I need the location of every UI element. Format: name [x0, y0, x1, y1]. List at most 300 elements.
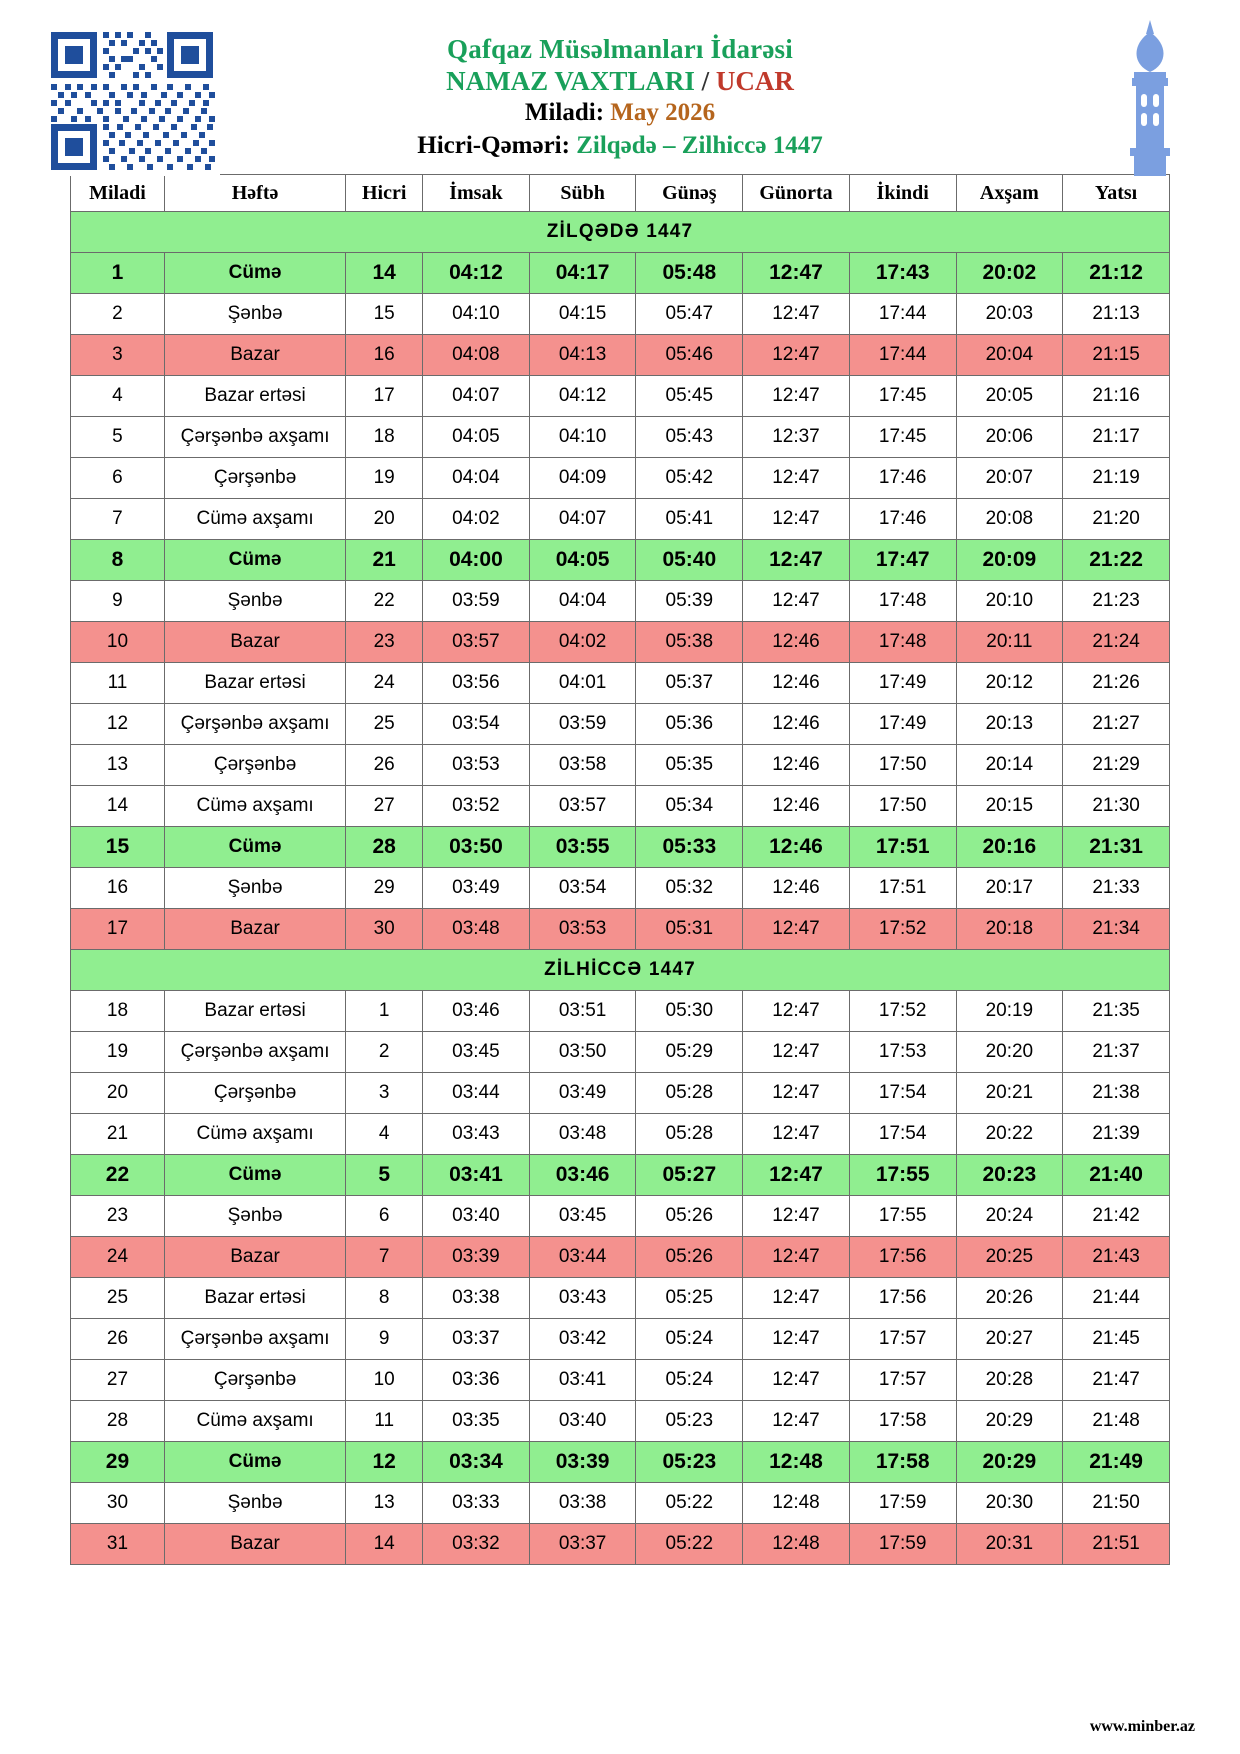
cell-subh: 04:17	[529, 253, 636, 294]
table-row	[71, 786, 1170, 827]
cell-gunorta: 12:47	[743, 253, 850, 294]
cell-gunorta: 12:47	[743, 1360, 850, 1401]
cell-gunes: 05:22	[636, 1483, 743, 1524]
cell-gunorta: 12:47	[743, 335, 850, 376]
cell-gunes: 05:27	[636, 1155, 743, 1196]
cell-imsak: 04:08	[423, 335, 530, 376]
cell-ikindi: 17:47	[849, 540, 956, 581]
column-header-hicri: Hicri	[346, 175, 423, 212]
cell-axsam: 20:05	[956, 376, 1063, 417]
cell-imsak: 04:00	[423, 540, 530, 581]
cell-miladi: 5	[71, 417, 165, 458]
table-row	[71, 827, 1170, 868]
cell-gunorta: 12:47	[743, 499, 850, 540]
cell-miladi: 25	[71, 1278, 165, 1319]
cell-gunorta: 12:46	[743, 868, 850, 909]
page-title-main: NAMAZ VAXTLARI	[446, 66, 695, 97]
cell-ikindi: 17:45	[849, 417, 956, 458]
column-header-hefte: Həftə	[164, 175, 345, 212]
cell-imsak: 03:43	[423, 1114, 530, 1155]
cell-miladi: 6	[71, 458, 165, 499]
cell-miladi: 17	[71, 909, 165, 950]
cell-ikindi: 17:58	[849, 1401, 956, 1442]
cell-gunes: 05:23	[636, 1401, 743, 1442]
cell-yatsi: 21:29	[1063, 745, 1170, 786]
cell-yatsi: 21:17	[1063, 417, 1170, 458]
cell-subh: 03:53	[529, 909, 636, 950]
cell-yatsi: 21:12	[1063, 253, 1170, 294]
cell-hicri: 7	[346, 1237, 423, 1278]
cell-hefte: Şənbə	[164, 294, 345, 335]
cell-subh: 03:46	[529, 1155, 636, 1196]
cell-hicri: 30	[346, 909, 423, 950]
cell-gunorta: 12:46	[743, 827, 850, 868]
cell-subh: 04:01	[529, 663, 636, 704]
cell-gunes: 05:33	[636, 827, 743, 868]
cell-subh: 04:12	[529, 376, 636, 417]
cell-axsam: 20:14	[956, 745, 1063, 786]
cell-subh: 03:45	[529, 1196, 636, 1237]
cell-gunes: 05:39	[636, 581, 743, 622]
cell-hicri: 23	[346, 622, 423, 663]
cell-subh: 03:42	[529, 1319, 636, 1360]
table-row	[71, 1483, 1170, 1524]
table-row	[71, 540, 1170, 581]
cell-imsak: 03:54	[423, 704, 530, 745]
column-header-gunes: Günəş	[636, 175, 743, 212]
cell-gunorta: 12:47	[743, 581, 850, 622]
cell-ikindi: 17:48	[849, 581, 956, 622]
cell-miladi: 26	[71, 1319, 165, 1360]
cell-yatsi: 21:50	[1063, 1483, 1170, 1524]
cell-gunes: 05:26	[636, 1237, 743, 1278]
cell-miladi: 7	[71, 499, 165, 540]
cell-hicri: 14	[346, 253, 423, 294]
cell-axsam: 20:30	[956, 1483, 1063, 1524]
table-row	[71, 622, 1170, 663]
cell-axsam: 20:29	[956, 1442, 1063, 1483]
cell-miladi: 11	[71, 663, 165, 704]
cell-gunes: 05:42	[636, 458, 743, 499]
column-header-ikindi: İkindi	[849, 175, 956, 212]
cell-subh: 04:02	[529, 622, 636, 663]
cell-ikindi: 17:58	[849, 1442, 956, 1483]
cell-ikindi: 17:59	[849, 1483, 956, 1524]
cell-gunorta: 12:37	[743, 417, 850, 458]
cell-gunes: 05:26	[636, 1196, 743, 1237]
cell-ikindi: 17:55	[849, 1155, 956, 1196]
cell-axsam: 20:17	[956, 868, 1063, 909]
table-header-row	[71, 175, 1170, 212]
cell-yatsi: 21:39	[1063, 1114, 1170, 1155]
cell-imsak: 03:48	[423, 909, 530, 950]
cell-miladi: 3	[71, 335, 165, 376]
cell-imsak: 04:04	[423, 458, 530, 499]
cell-ikindi: 17:59	[849, 1524, 956, 1565]
hijri-label: Hicri-Qəməri:	[417, 131, 570, 159]
organization-title: Qafqaz Müsəlmanları İdarəsi	[447, 34, 793, 64]
cell-hicri: 10	[346, 1360, 423, 1401]
table-row	[71, 745, 1170, 786]
cell-yatsi: 21:13	[1063, 294, 1170, 335]
cell-ikindi: 17:49	[849, 704, 956, 745]
cell-gunes: 05:36	[636, 704, 743, 745]
cell-gunes: 05:28	[636, 1073, 743, 1114]
table-row	[71, 1196, 1170, 1237]
cell-ikindi: 17:52	[849, 909, 956, 950]
cell-yatsi: 21:44	[1063, 1278, 1170, 1319]
cell-gunorta: 12:47	[743, 1237, 850, 1278]
cell-axsam: 20:21	[956, 1073, 1063, 1114]
cell-miladi: 1	[71, 253, 165, 294]
cell-hicri: 11	[346, 1401, 423, 1442]
cell-imsak: 03:59	[423, 581, 530, 622]
hijri-month-band	[71, 950, 1170, 991]
cell-gunes: 05:22	[636, 1524, 743, 1565]
cell-subh: 04:15	[529, 294, 636, 335]
cell-ikindi: 17:44	[849, 335, 956, 376]
table-header	[71, 175, 1170, 212]
cell-yatsi: 21:43	[1063, 1237, 1170, 1278]
cell-gunorta: 12:46	[743, 704, 850, 745]
cell-imsak: 03:52	[423, 786, 530, 827]
cell-subh: 04:04	[529, 581, 636, 622]
cell-miladi: 18	[71, 991, 165, 1032]
cell-gunorta: 12:47	[743, 376, 850, 417]
cell-yatsi: 21:35	[1063, 991, 1170, 1032]
cell-imsak: 03:49	[423, 868, 530, 909]
cell-hefte: Şənbə	[164, 1483, 345, 1524]
cell-axsam: 20:29	[956, 1401, 1063, 1442]
cell-yatsi: 21:26	[1063, 663, 1170, 704]
page-title-city: UCAR	[715, 66, 794, 97]
table-row	[71, 1073, 1170, 1114]
cell-subh: 03:39	[529, 1442, 636, 1483]
cell-hicri: 3	[346, 1073, 423, 1114]
cell-yatsi: 21:47	[1063, 1360, 1170, 1401]
cell-hicri: 25	[346, 704, 423, 745]
cell-subh: 04:09	[529, 458, 636, 499]
cell-subh: 03:50	[529, 1032, 636, 1073]
cell-subh: 03:54	[529, 868, 636, 909]
cell-ikindi: 17:55	[849, 1196, 956, 1237]
table-row	[71, 704, 1170, 745]
cell-imsak: 03:50	[423, 827, 530, 868]
cell-yatsi: 21:37	[1063, 1032, 1170, 1073]
cell-hefte: Çərşənbə	[164, 1073, 345, 1114]
cell-axsam: 20:11	[956, 622, 1063, 663]
cell-axsam: 20:12	[956, 663, 1063, 704]
cell-yatsi: 21:48	[1063, 1401, 1170, 1442]
cell-yatsi: 21:31	[1063, 827, 1170, 868]
cell-gunorta: 12:47	[743, 1155, 850, 1196]
cell-ikindi: 17:45	[849, 376, 956, 417]
cell-yatsi: 21:15	[1063, 335, 1170, 376]
cell-hefte: Çərşənbə axşamı	[164, 1032, 345, 1073]
cell-hicri: 4	[346, 1114, 423, 1155]
cell-miladi: 29	[71, 1442, 165, 1483]
table-row	[71, 1032, 1170, 1073]
cell-gunorta: 12:47	[743, 294, 850, 335]
column-header-subh: Sübh	[529, 175, 636, 212]
cell-imsak: 03:38	[423, 1278, 530, 1319]
cell-miladi: 22	[71, 1155, 165, 1196]
cell-ikindi: 17:43	[849, 253, 956, 294]
table-row	[71, 1319, 1170, 1360]
cell-imsak: 03:53	[423, 745, 530, 786]
cell-hefte: Şənbə	[164, 1196, 345, 1237]
cell-miladi: 27	[71, 1360, 165, 1401]
cell-axsam: 20:27	[956, 1319, 1063, 1360]
cell-hicri: 24	[346, 663, 423, 704]
cell-axsam: 20:22	[956, 1114, 1063, 1155]
cell-gunorta: 12:48	[743, 1442, 850, 1483]
column-header-gunorta: Günorta	[743, 175, 850, 212]
cell-gunorta: 12:48	[743, 1483, 850, 1524]
table-row	[71, 458, 1170, 499]
cell-gunes: 05:25	[636, 1278, 743, 1319]
cell-ikindi: 17:56	[849, 1237, 956, 1278]
cell-axsam: 20:19	[956, 991, 1063, 1032]
column-header-miladi: Miladi	[71, 175, 165, 212]
cell-gunorta: 12:47	[743, 458, 850, 499]
cell-miladi: 16	[71, 868, 165, 909]
cell-miladi: 15	[71, 827, 165, 868]
cell-gunes: 05:24	[636, 1360, 743, 1401]
cell-axsam: 20:16	[956, 827, 1063, 868]
cell-yatsi: 21:24	[1063, 622, 1170, 663]
cell-subh: 03:59	[529, 704, 636, 745]
cell-axsam: 20:10	[956, 581, 1063, 622]
cell-imsak: 03:39	[423, 1237, 530, 1278]
cell-subh: 03:55	[529, 827, 636, 868]
cell-gunes: 05:31	[636, 909, 743, 950]
cell-imsak: 03:37	[423, 1319, 530, 1360]
cell-axsam: 20:06	[956, 417, 1063, 458]
website-label: www.minber.az	[1089, 1718, 1195, 1735]
cell-imsak: 03:41	[423, 1155, 530, 1196]
cell-imsak: 03:33	[423, 1483, 530, 1524]
page-header	[40, 18, 1200, 170]
cell-gunorta: 12:47	[743, 991, 850, 1032]
column-header-yatsi: Yatsı	[1063, 175, 1170, 212]
cell-gunes: 05:48	[636, 253, 743, 294]
cell-hefte: Cümə	[164, 253, 345, 294]
cell-yatsi: 21:30	[1063, 786, 1170, 827]
table-row	[71, 991, 1170, 1032]
cell-miladi: 8	[71, 540, 165, 581]
cell-gunes: 05:35	[636, 745, 743, 786]
hijri-month-band	[71, 212, 1170, 253]
cell-gunes: 05:29	[636, 1032, 743, 1073]
table-row	[71, 868, 1170, 909]
page-title-separator: /	[701, 66, 710, 97]
cell-axsam: 20:18	[956, 909, 1063, 950]
cell-imsak: 04:10	[423, 294, 530, 335]
cell-miladi: 10	[71, 622, 165, 663]
table-row	[71, 376, 1170, 417]
table-row	[71, 1360, 1170, 1401]
cell-axsam: 20:08	[956, 499, 1063, 540]
table-row	[71, 909, 1170, 950]
cell-axsam: 20:04	[956, 335, 1063, 376]
cell-miladi: 9	[71, 581, 165, 622]
cell-gunes: 05:34	[636, 786, 743, 827]
cell-gunes: 05:47	[636, 294, 743, 335]
cell-axsam: 20:02	[956, 253, 1063, 294]
cell-subh: 03:37	[529, 1524, 636, 1565]
table-row	[71, 294, 1170, 335]
cell-subh: 04:10	[529, 417, 636, 458]
cell-hicri: 13	[346, 1483, 423, 1524]
cell-gunes: 05:40	[636, 540, 743, 581]
cell-gunes: 05:43	[636, 417, 743, 458]
cell-yatsi: 21:38	[1063, 1073, 1170, 1114]
cell-yatsi: 21:19	[1063, 458, 1170, 499]
cell-hicri: 27	[346, 786, 423, 827]
cell-ikindi: 17:46	[849, 458, 956, 499]
cell-ikindi: 17:53	[849, 1032, 956, 1073]
cell-gunes: 05:37	[636, 663, 743, 704]
cell-ikindi: 17:50	[849, 786, 956, 827]
cell-hicri: 21	[346, 540, 423, 581]
prayer-times-table	[70, 174, 1170, 1565]
cell-gunorta: 12:47	[743, 1401, 850, 1442]
cell-miladi: 19	[71, 1032, 165, 1073]
table-row	[71, 1278, 1170, 1319]
cell-hefte: Bazar	[164, 1524, 345, 1565]
cell-hefte: Cümə	[164, 1442, 345, 1483]
cell-hicri: 1	[346, 991, 423, 1032]
cell-hicri: 22	[346, 581, 423, 622]
cell-miladi: 31	[71, 1524, 165, 1565]
cell-imsak: 03:44	[423, 1073, 530, 1114]
cell-yatsi: 21:49	[1063, 1442, 1170, 1483]
cell-axsam: 20:13	[956, 704, 1063, 745]
cell-axsam: 20:24	[956, 1196, 1063, 1237]
cell-hicri: 12	[346, 1442, 423, 1483]
cell-hicri: 14	[346, 1524, 423, 1565]
cell-gunorta: 12:47	[743, 909, 850, 950]
cell-ikindi: 17:46	[849, 499, 956, 540]
cell-hefte: Bazar	[164, 622, 345, 663]
cell-miladi: 12	[71, 704, 165, 745]
cell-ikindi: 17:52	[849, 991, 956, 1032]
cell-yatsi: 21:23	[1063, 581, 1170, 622]
cell-ikindi: 17:57	[849, 1319, 956, 1360]
cell-axsam: 20:07	[956, 458, 1063, 499]
cell-gunes: 05:24	[636, 1319, 743, 1360]
cell-yatsi: 21:27	[1063, 704, 1170, 745]
cell-imsak: 03:45	[423, 1032, 530, 1073]
cell-hefte: Çərşənbə	[164, 458, 345, 499]
cell-ikindi: 17:48	[849, 622, 956, 663]
cell-imsak: 04:02	[423, 499, 530, 540]
cell-hefte: Bazar ertəsi	[164, 663, 345, 704]
cell-subh: 03:51	[529, 991, 636, 1032]
cell-yatsi: 21:34	[1063, 909, 1170, 950]
cell-axsam: 20:03	[956, 294, 1063, 335]
cell-imsak: 03:40	[423, 1196, 530, 1237]
cell-hicri: 29	[346, 868, 423, 909]
table-row	[71, 1155, 1170, 1196]
hijri-value: Zilqədə – Zilhiccə 1447	[576, 131, 823, 159]
cell-ikindi: 17:56	[849, 1278, 956, 1319]
cell-subh: 03:40	[529, 1401, 636, 1442]
cell-gunorta: 12:47	[743, 1196, 850, 1237]
cell-gunorta: 12:47	[743, 1319, 850, 1360]
cell-hefte: Cümə axşamı	[164, 786, 345, 827]
cell-imsak: 03:36	[423, 1360, 530, 1401]
cell-gunorta: 12:47	[743, 1114, 850, 1155]
cell-hefte: Çərşənbə axşamı	[164, 1319, 345, 1360]
cell-gunes: 05:30	[636, 991, 743, 1032]
hijri-month-label: ZİLHİCCƏ 1447	[71, 950, 1170, 991]
cell-subh: 03:38	[529, 1483, 636, 1524]
cell-subh: 04:05	[529, 540, 636, 581]
cell-yatsi: 21:51	[1063, 1524, 1170, 1565]
cell-axsam: 20:26	[956, 1278, 1063, 1319]
cell-hefte: Çərşənbə	[164, 1360, 345, 1401]
cell-ikindi: 17:44	[849, 294, 956, 335]
mosque-minaret-icon	[1110, 18, 1190, 178]
cell-imsak: 03:35	[423, 1401, 530, 1442]
cell-imsak: 03:56	[423, 663, 530, 704]
table-row	[71, 1114, 1170, 1155]
cell-subh: 03:58	[529, 745, 636, 786]
cell-hefte: Bazar	[164, 1237, 345, 1278]
cell-hefte: Cümə	[164, 540, 345, 581]
cell-hicri: 20	[346, 499, 423, 540]
cell-hefte: Bazar ertəsi	[164, 376, 345, 417]
cell-miladi: 13	[71, 745, 165, 786]
cell-ikindi: 17:54	[849, 1073, 956, 1114]
cell-gunorta: 12:46	[743, 663, 850, 704]
column-header-imsak: İmsak	[423, 175, 530, 212]
cell-hefte: Çərşənbə	[164, 745, 345, 786]
cell-miladi: 4	[71, 376, 165, 417]
cell-hefte: Cümə axşamı	[164, 499, 345, 540]
cell-hefte: Şənbə	[164, 581, 345, 622]
cell-imsak: 04:05	[423, 417, 530, 458]
cell-miladi: 2	[71, 294, 165, 335]
cell-imsak: 04:07	[423, 376, 530, 417]
cell-gunes: 05:41	[636, 499, 743, 540]
cell-subh: 03:43	[529, 1278, 636, 1319]
cell-imsak: 03:32	[423, 1524, 530, 1565]
cell-hefte: Bazar ertəsi	[164, 1278, 345, 1319]
cell-hicri: 16	[346, 335, 423, 376]
cell-hefte: Cümə axşamı	[164, 1401, 345, 1442]
table-row	[71, 1401, 1170, 1442]
cell-gunes: 05:38	[636, 622, 743, 663]
cell-miladi: 28	[71, 1401, 165, 1442]
cell-subh: 03:49	[529, 1073, 636, 1114]
cell-axsam: 20:15	[956, 786, 1063, 827]
cell-gunes: 05:28	[636, 1114, 743, 1155]
cell-ikindi: 17:50	[849, 745, 956, 786]
cell-gunorta: 12:47	[743, 1278, 850, 1319]
qr-code-icon[interactable]	[45, 26, 220, 176]
cell-subh: 03:57	[529, 786, 636, 827]
cell-miladi: 20	[71, 1073, 165, 1114]
gregorian-value: May 2026	[610, 99, 716, 127]
cell-yatsi: 21:16	[1063, 376, 1170, 417]
cell-axsam: 20:20	[956, 1032, 1063, 1073]
cell-hefte: Bazar ertəsi	[164, 991, 345, 1032]
cell-gunes: 05:45	[636, 376, 743, 417]
cell-miladi: 23	[71, 1196, 165, 1237]
